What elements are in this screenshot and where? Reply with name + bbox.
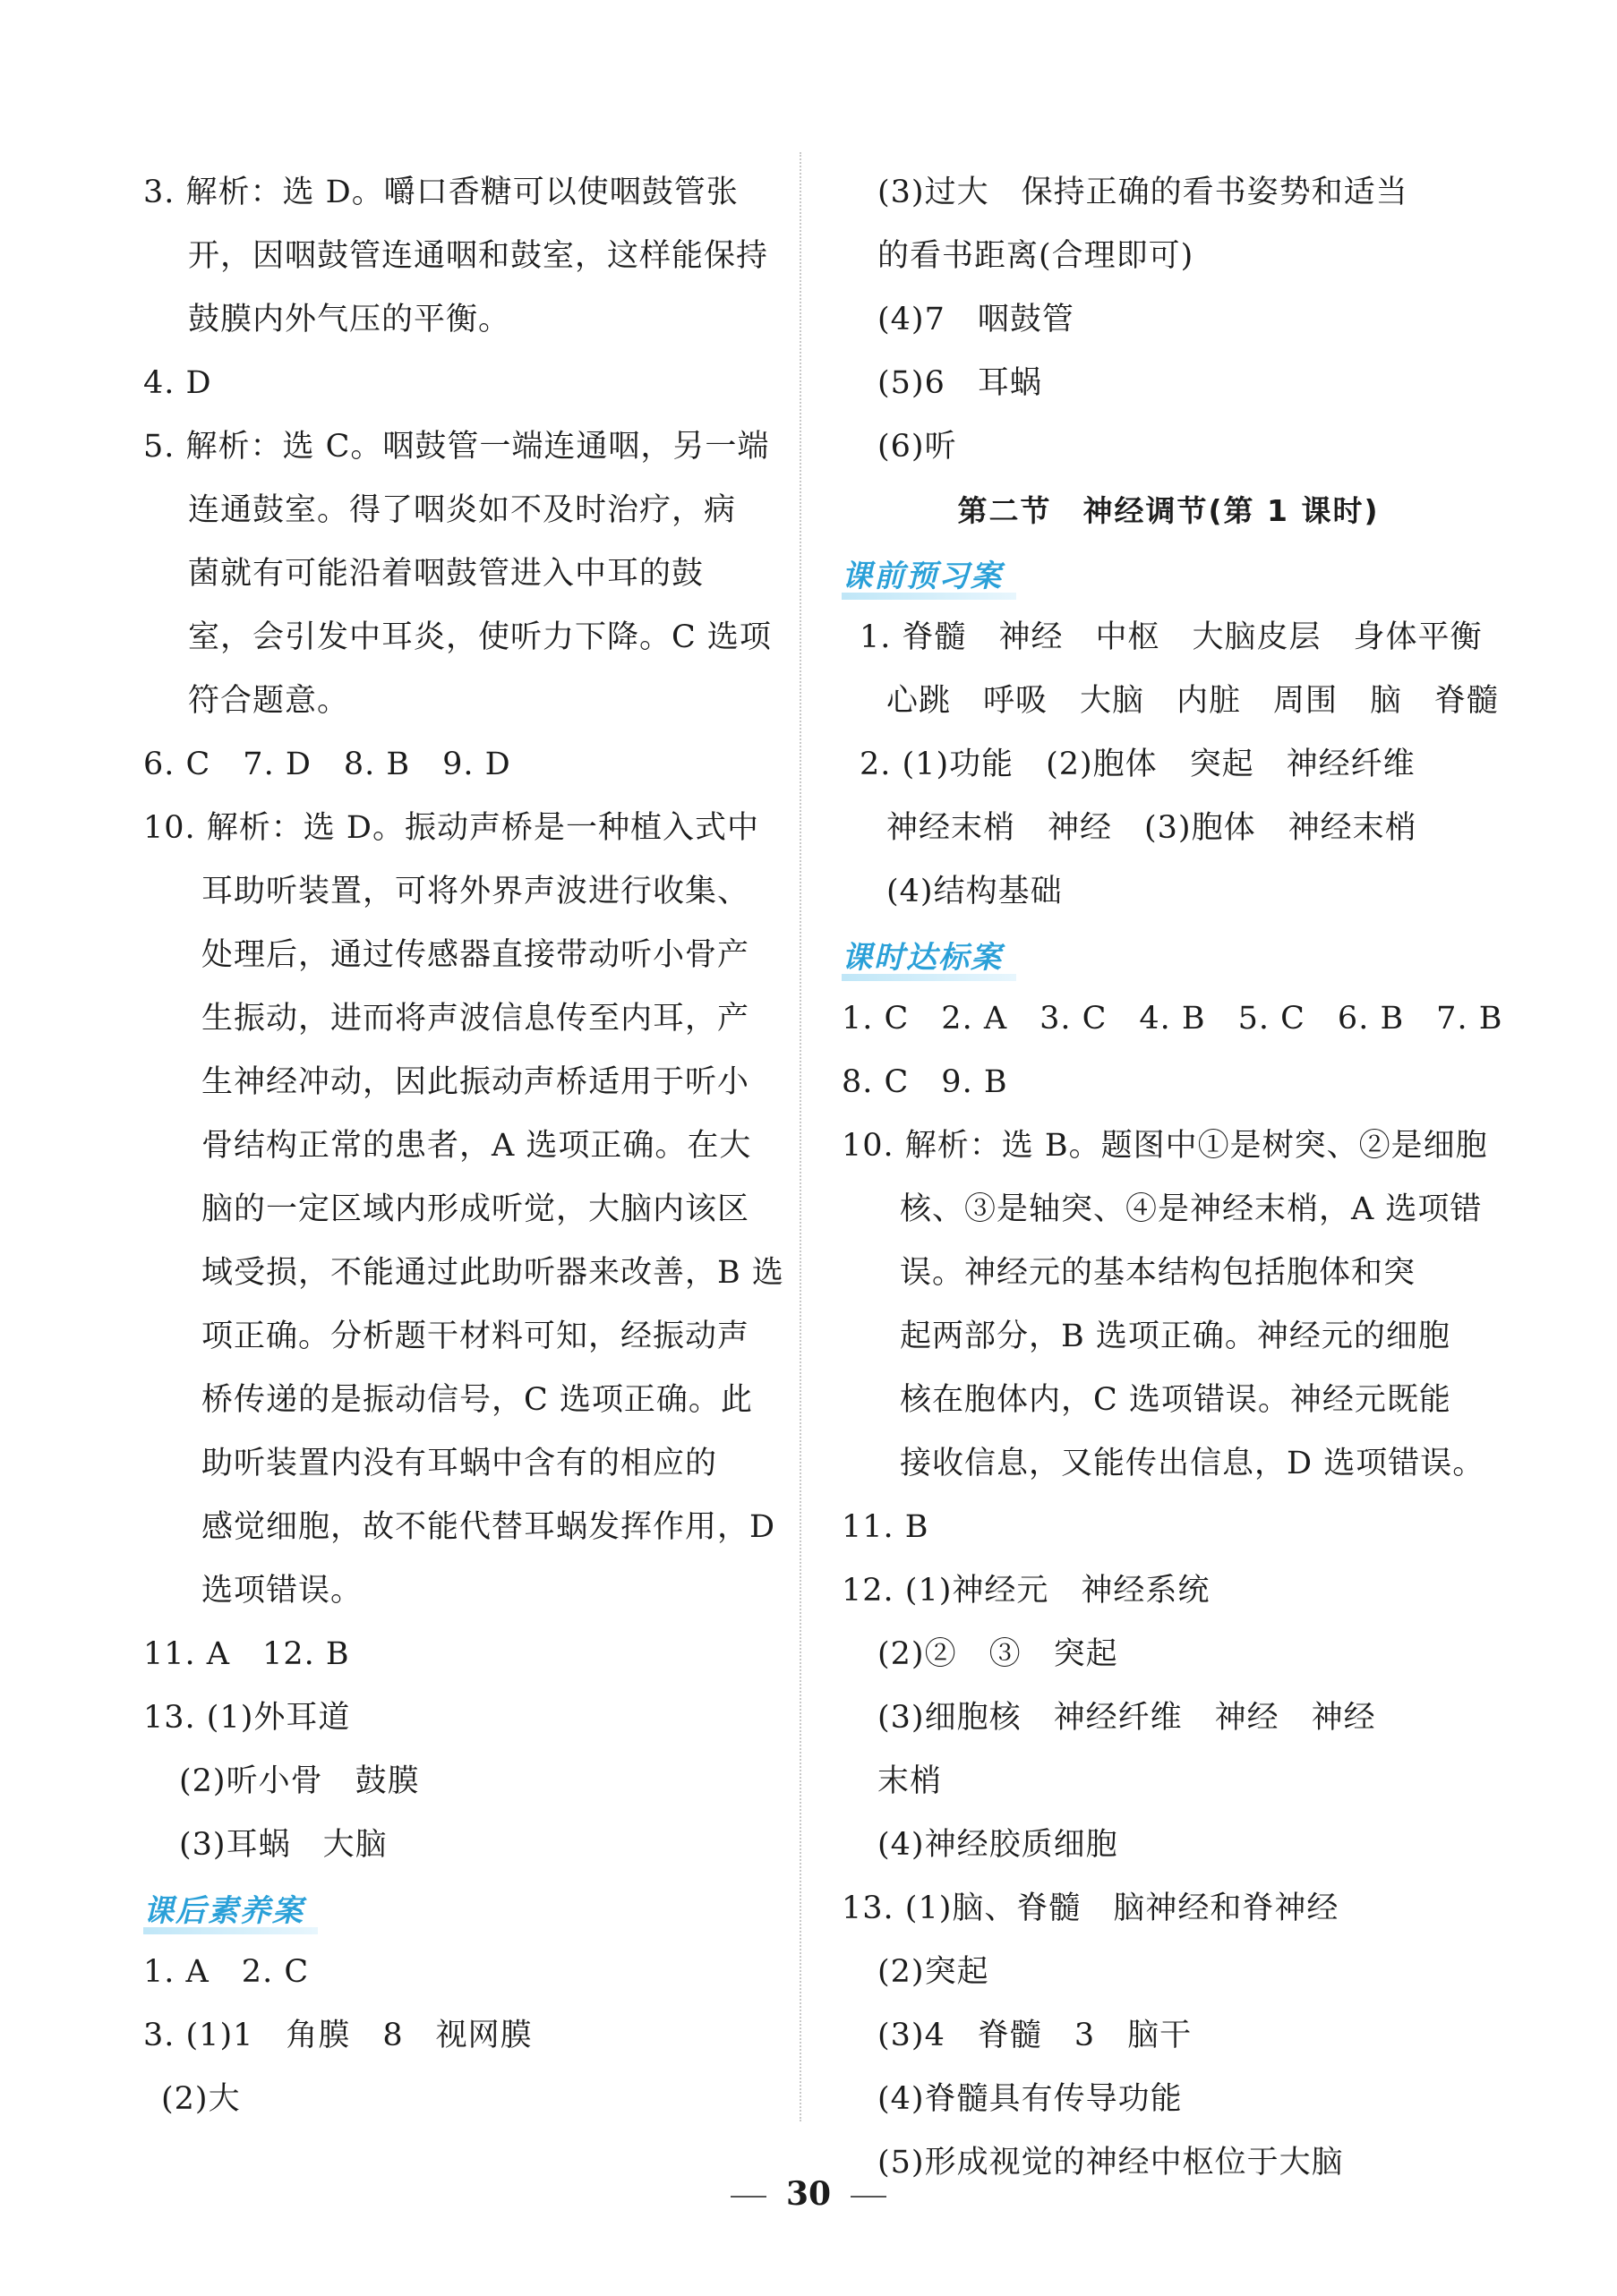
answer-line: (4)7 咽鼓管 [877,302,1074,337]
answer-line: 耳助听装置，可将外界声波进行收集、 [201,874,750,909]
answer-line: (2)听小骨 鼓膜 [179,1763,420,1799]
answer-line: 脑的一定区域内形成听觉，大脑内该区 [201,1191,750,1227]
answer-line: 核、③是轴突、④是神经末梢，A 选项错 [900,1191,1483,1227]
answer-line: 误。神经元的基本结构包括胞体和突 [900,1255,1416,1291]
right-column [842,161,1503,2195]
answer-line: 2. (1)功能 (2)胞体 突起 神经纤维 [860,747,1416,782]
answer-line: 13. (1)外耳道 [143,1700,351,1736]
answer-line: 5. 解析：选 C。咽鼓管一端连通咽，另一端 [143,429,770,465]
answer-line: 域受损，不能通过此助听器来改善，B 选 [201,1255,784,1291]
answer-line: 10. 解析：选 D。振动声桥是一种植入式中 [143,810,759,846]
answer-line: 起两部分，B 选项正确。神经元的细胞 [900,1319,1450,1354]
answer-line: 接收信息，又能传出信息，D 选项错误。 [900,1446,1485,1481]
answer-line: 的看书距离(合理即可) [877,238,1194,274]
answer-line: 1. 脊髓 神经 中枢 大脑皮层 身体平衡 [860,619,1483,655]
answer-line: (3)4 脊髓 3 脑干 [877,2018,1193,2053]
answer-line: 1. A 2. C [143,1954,310,1990]
page-number-dash-right [851,2196,886,2198]
answer-line: 符合题意。 [188,683,350,719]
answer-line: (2)突起 [877,1954,989,1990]
column-divider [800,152,801,2121]
answer-line: 鼓膜内外气压的平衡。 [188,302,511,337]
section-heading-text: 课前预习案 [842,559,1003,594]
answer-line: (4)结构基础 [886,874,1063,909]
answer-line: 连通鼓室。得了咽炎如不及时治疗，病 [188,492,737,528]
answer-line: 处理后，通过传感器直接带动听小骨产 [201,937,750,973]
answer-line: 10. 解析：选 B。题图中①是树突、②是细胞 [842,1128,1488,1164]
answer-line: (6)听 [877,429,957,465]
section-heading-text: 课后素养案 [143,1893,304,1929]
answer-line: 生振动，进而将声波信息传至内耳，产 [201,1001,750,1037]
answer-line: (4)脊髓具有传导功能 [877,2081,1183,2117]
answer-line: (5)6 耳蜗 [877,365,1042,401]
left-column [143,161,788,2131]
answer-line: 11. B [842,1509,929,1545]
answer-line: 室，会引发中耳炎，使听力下降。C 选项 [188,619,772,655]
answer-line: 开，因咽鼓管连通咽和鼓室，这样能保持 [188,238,769,274]
answer-line: (2)② ③ 突起 [877,1636,1118,1672]
answer-line: (3)耳蜗 大脑 [179,1827,388,1863]
section-heading [842,542,1495,606]
chapter-section-title: 第二节 神经调节(第 1 课时) [957,493,1380,528]
page-number [0,2175,1617,2213]
answer-line: 选项错误。 [201,1573,364,1609]
answer-line: 6. C 7. D 8. B 9. D [143,747,511,782]
answer-line: 心跳 呼吸 大脑 内脏 周围 脑 脊髓 [886,683,1500,719]
answer-line: 感觉细胞，故不能代替耳蜗发挥作用，D [201,1509,776,1545]
answer-line: 核在胞体内，C 选项错误。神经元既能 [900,1382,1451,1418]
answer-line: (2)大 [161,2081,241,2117]
answer-line: 4. D [143,365,212,401]
answer-line: 12. (1)神经元 神经系统 [842,1573,1211,1609]
answer-line: 生神经冲动，因此振动声桥适用于听小 [201,1064,750,1100]
answer-line: (4)神经胶质细胞 [877,1827,1118,1863]
answer-line: (3)过大 保持正确的看书姿势和适当 [877,175,1408,210]
section-heading [143,1877,788,1941]
section-heading-text: 课时达标案 [842,940,1003,976]
page-number-dash-left [731,2196,766,2198]
answer-line: 8. C 9. B [842,1064,1008,1100]
answer-line: 11. A 12. B [143,1636,350,1672]
answer-line: 助听装置内没有耳蜗中含有的相应的 [201,1446,718,1481]
answer-line: 神经末梢 神经 (3)胞体 神经末梢 [886,810,1417,846]
page-number-value: 30 [785,2175,832,2213]
answer-line: 菌就有可能沿着咽鼓管进入中耳的鼓 [188,556,705,592]
answer-line: (3)细胞核 神经纤维 神经 神经 [877,1700,1376,1736]
answer-line: 桥传递的是振动信号，C 选项正确。此 [201,1382,753,1418]
answer-line: 3. (1)1 角膜 8 视网膜 [143,2018,533,2053]
answer-line: 项正确。分析题干材料可知，经振动声 [201,1319,750,1354]
answer-line: (5)形成视觉的神经中枢位于大脑 [877,2145,1344,2181]
answer-line: 3. 解析：选 D。嚼口香糖可以使咽鼓管张 [143,175,739,210]
answer-line: 骨结构正常的患者，A 选项正确。在大 [201,1128,752,1164]
answer-line: 1. C 2. A 3. C 4. B 5. C 6. B 7. B [842,1001,1503,1037]
answer-line: 13. (1)脑、脊髓 脑神经和脊神经 [842,1891,1339,1926]
section-heading [842,924,1495,987]
answer-line: 末梢 [877,1763,943,1799]
